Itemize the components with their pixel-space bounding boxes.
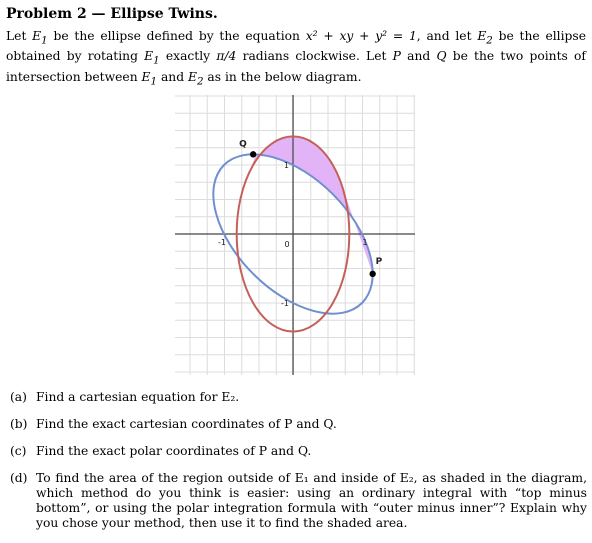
problem-title: Problem 2 — Ellipse Twins. bbox=[6, 6, 218, 22]
shaded-region bbox=[244, 136, 372, 273]
ellipse-diagram bbox=[175, 95, 415, 375]
part-b: (b) Find the exact cartesian coordinates of P and Q. bbox=[10, 417, 337, 431]
tick-label-neg1-x: -1 bbox=[218, 238, 226, 247]
label-q: Q bbox=[239, 139, 247, 150]
problem-intro: Let $E_1$ be the ellipse defined by the equation x² + xy + y² = 1, and let $E_2$ be the ellipse obtained by rotating $E_1$ exactly π/4 radians clockwise. Let P and Q be the two points of intersection between $E_1$ and $E_2$ as in the below diagram. bbox=[6, 29, 586, 88]
part-c: (c) Find the exact polar coordinates of P and Q. bbox=[10, 444, 312, 458]
point-q bbox=[250, 151, 256, 157]
label-p: P bbox=[375, 256, 383, 267]
ellipse-diagram-svg bbox=[175, 95, 415, 375]
point-p bbox=[369, 271, 375, 277]
question-parts bbox=[10, 390, 587, 543]
tick-label-neg1-y: -1 bbox=[281, 299, 289, 308]
tick-label-0: 0 bbox=[284, 240, 290, 249]
tick-label-1-x: 1 bbox=[362, 238, 368, 247]
part-d: (d) To find the area of the region outside of E₁ and inside of E₂, as shaded in the diagram, which method do you think is easier: using an ordinary integral with “top minus bottom”, or using the polar integration formula with “outer minus inner”? Explain why you chose your method, then use it to find the shaded area. bbox=[10, 471, 587, 530]
part-a: (a) Find a cartesian equation for E₂. bbox=[10, 390, 240, 404]
tick-label-1-y: 1 bbox=[283, 161, 289, 170]
